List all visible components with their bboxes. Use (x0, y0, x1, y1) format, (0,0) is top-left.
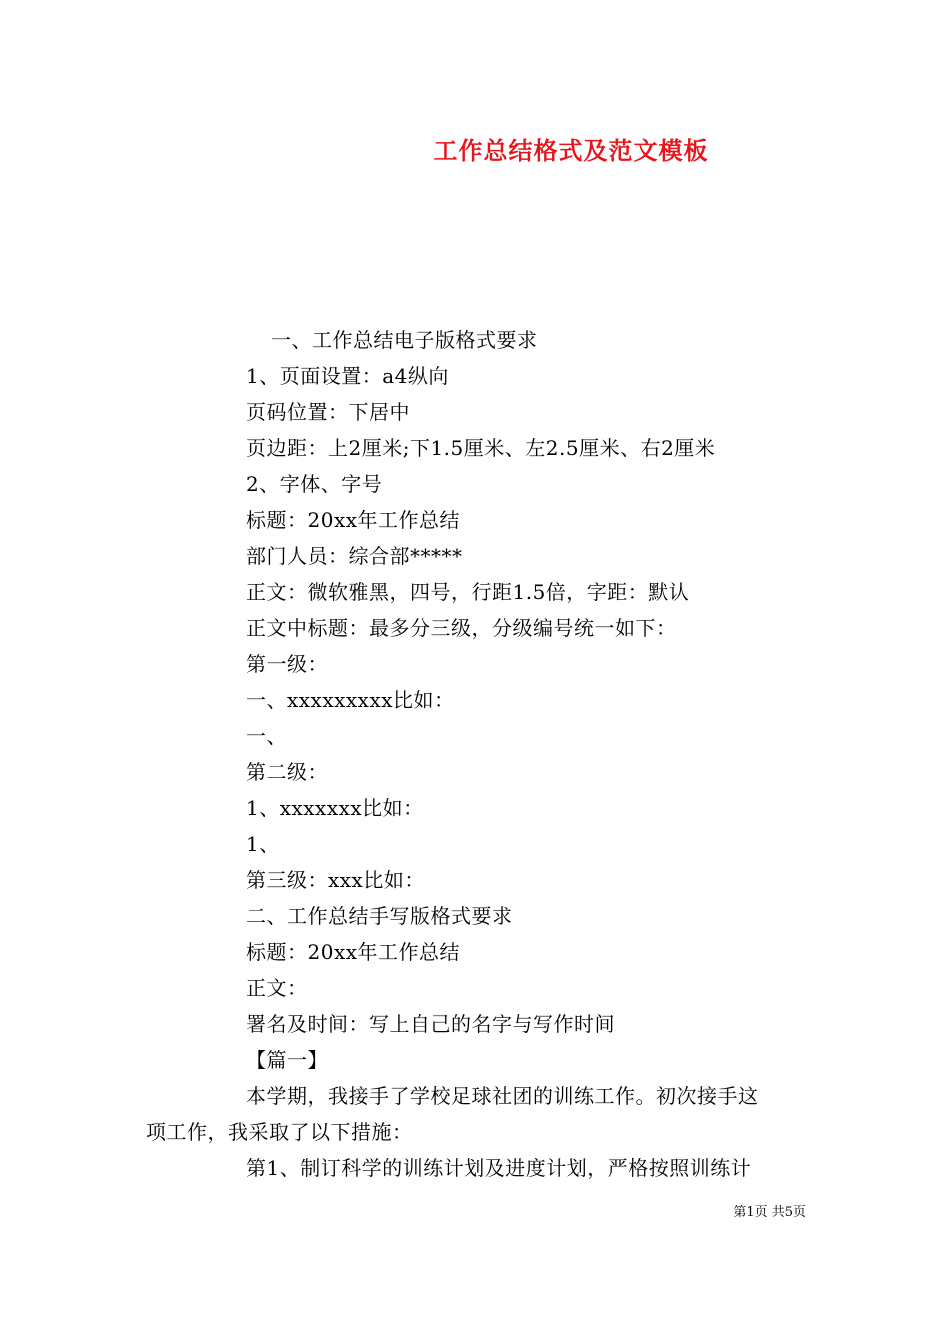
body-line: 1、xxxxxxx比如： (246, 796, 424, 820)
paragraph-line: 第1、制订科学的训练计划及进度计划，严格按照训练计 (246, 1156, 752, 1180)
body-line: 标题：20xx年工作总结 (246, 508, 461, 532)
body-line: 2、字体、字号 (246, 472, 383, 496)
body-line: 第三级：xxx比如： (246, 868, 425, 892)
body-line: 标题：20xx年工作总结 (246, 940, 461, 964)
body-line: 署名及时间：写上自己的名字与写作时间 (246, 1012, 615, 1036)
body-line: 部门人员：综合部***** (246, 544, 463, 568)
body-line: 第一级： (246, 652, 328, 676)
document-title: 工作总结格式及范文模板 (433, 136, 709, 165)
paragraph-line: 项工作，我采取了以下措施： (146, 1120, 413, 1144)
page-number: 第1页 共5页 (733, 1205, 806, 1220)
section-heading: 二、工作总结手写版格式要求 (246, 904, 513, 928)
body-line: 第二级： (246, 760, 328, 784)
body-line: 正文： (246, 976, 308, 1000)
section-heading: 一、工作总结电子版格式要求 (271, 328, 538, 352)
body-line: 一、 (246, 724, 287, 748)
body-line: 正文中标题：最多分三级，分级编号统一如下： (246, 616, 677, 640)
paragraph-line: 本学期，我接手了学校足球社团的训练工作。初次接手这 (246, 1084, 759, 1108)
body-line: 页码位置：下居中 (246, 400, 410, 424)
body-line: 正文：微软雅黑，四号，行距1.5倍，字距：默认 (246, 580, 690, 604)
body-line: 页边距：上2厘米;下1.5厘米、左2.5厘米、右2厘米 (246, 436, 716, 460)
chapter-heading: 【篇一】 (246, 1048, 328, 1072)
body-line: 一、xxxxxxxxx比如： (246, 688, 455, 712)
body-line: 1、页面设置：a4纵向 (246, 364, 449, 388)
body-line: 1、 (246, 832, 280, 856)
